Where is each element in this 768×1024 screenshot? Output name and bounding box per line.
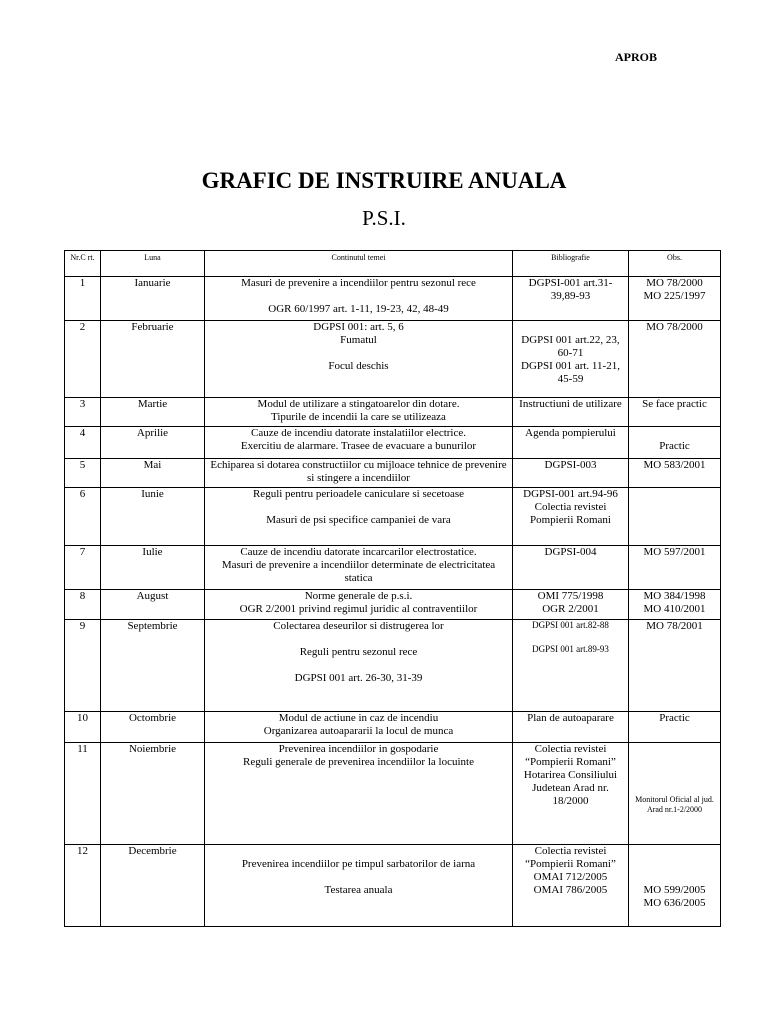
table-row — [65, 459, 721, 488]
bibliography-line: Agenda pompierului — [525, 427, 616, 439]
obs-line: MO 597/2001 — [643, 546, 706, 558]
content-line: Organizarea autoapararii la locul de munca — [263, 725, 454, 737]
content-line: DGPSI 001 art. 26-30, 31-39 — [294, 672, 423, 684]
table-row — [65, 620, 721, 712]
row-content — [205, 743, 513, 845]
row-number: 1 — [65, 277, 101, 321]
row-bibliography — [513, 277, 629, 321]
bibliography-line: OMAI 712/2005 — [533, 871, 608, 883]
content-line: Masuri de psi specifice campaniei de vara — [266, 514, 451, 526]
row-bibliography — [513, 546, 629, 590]
bibliography-line: DGPSI 001 art.22, 23, 60-71 — [521, 334, 620, 359]
content-line: Modul de utilizare a stingatoarelor din dotare. — [257, 398, 460, 410]
row-month: Martie — [101, 398, 205, 427]
table-row — [65, 321, 721, 398]
row-month: Iulie — [101, 546, 205, 590]
row-month: Octombrie — [101, 712, 205, 743]
table-row — [65, 546, 721, 590]
obs-line: Se face practic — [642, 398, 707, 410]
row-obs — [629, 277, 721, 321]
bibliography-line: DGPSI-004 — [544, 546, 597, 558]
row-number: 4 — [65, 427, 101, 459]
column-header-bibliografie: Bibliografie — [513, 251, 629, 277]
row-month: Noiembrie — [101, 743, 205, 845]
content-line: DGPSI 001: art. 5, 6 — [313, 321, 404, 333]
bibliography-line: Colectia revistei “Pompierii Romani” — [525, 743, 616, 768]
row-bibliography — [513, 743, 629, 845]
row-number: 8 — [65, 590, 101, 620]
row-month: Aprilie — [101, 427, 205, 459]
row-number: 7 — [65, 546, 101, 590]
row-content — [205, 845, 513, 927]
row-month: August — [101, 590, 205, 620]
obs-line: MO 384/1998 — [643, 590, 706, 602]
bibliography-line: OGR 2/2001 — [542, 603, 599, 615]
bibliography-line: Colectia revistei “Pompierii Romani” — [525, 845, 616, 870]
row-content — [205, 590, 513, 620]
bibliography-line: DGPSI 001 art. 11-21, 45-59 — [521, 360, 620, 385]
obs-line: MO 636/2005 — [643, 897, 706, 909]
content-line: Prevenirea incendiilor in gospodarie — [278, 743, 439, 755]
row-content — [205, 620, 513, 712]
obs-line: MO 78/2000 — [646, 321, 703, 333]
table-row — [65, 398, 721, 427]
content-line: Prevenirea incendiilor pe timpul sarbatorilor de iarna — [241, 858, 476, 870]
row-month: Decembrie — [101, 845, 205, 927]
row-obs — [629, 427, 721, 459]
row-content — [205, 488, 513, 546]
row-month: Februarie — [101, 321, 205, 398]
row-bibliography — [513, 620, 629, 712]
row-content — [205, 321, 513, 398]
content-line: Reguli pentru perioadele caniculare si secetoase — [252, 488, 465, 500]
bibliography-line: Colectia revistei Pompierii Romani — [530, 501, 611, 526]
row-bibliography — [513, 427, 629, 459]
row-number: 10 — [65, 712, 101, 743]
row-number: 3 — [65, 398, 101, 427]
table-header-row — [65, 251, 721, 277]
content-line: Testarea anuala — [324, 884, 393, 896]
row-obs — [629, 620, 721, 712]
row-content — [205, 398, 513, 427]
bibliography-line: DGPSI-001 art.94-96 — [523, 488, 618, 500]
row-obs — [629, 712, 721, 743]
table-row — [65, 488, 721, 546]
content-line: Cauze de incendiu datorate instalatiilor electrice. — [250, 427, 466, 439]
row-number: 5 — [65, 459, 101, 488]
column-header-continut: Continutul temei — [205, 251, 513, 277]
bibliography-line: DGPSI-003 — [544, 459, 597, 471]
obs-line: MO 583/2001 — [643, 459, 706, 471]
row-month: Iunie — [101, 488, 205, 546]
row-month: Ianuarie — [101, 277, 205, 321]
row-obs — [629, 321, 721, 398]
row-bibliography — [513, 488, 629, 546]
content-line: Modul de actiune in caz de incendiu — [278, 712, 439, 724]
row-content — [205, 712, 513, 743]
column-header-luna: Luna — [101, 251, 205, 277]
table-row — [65, 277, 721, 321]
document-subtitle: P.S.I. — [362, 206, 406, 230]
row-number: 6 — [65, 488, 101, 546]
row-obs — [629, 743, 721, 845]
content-line: Focul deschis — [328, 360, 389, 372]
content-line: Masuri de prevenire a incendiilor pentru sezonul rece — [241, 277, 476, 289]
row-content — [205, 546, 513, 590]
row-bibliography — [513, 459, 629, 488]
content-line: Colectarea deseurilor si distrugerea lor — [273, 620, 444, 632]
content-line: Exercitiu de alarmare. Trasee de evacuare a bunurilor — [240, 440, 477, 452]
row-obs — [629, 546, 721, 590]
bibliography-line: Instructiuni de utilizare — [519, 398, 622, 410]
column-header-obs: Obs. — [629, 251, 721, 277]
row-obs — [629, 398, 721, 427]
content-line: Echiparea si dotarea constructiilor cu mijloace tehnice de prevenire si stingere a incendiilor — [210, 459, 507, 484]
row-obs — [629, 590, 721, 620]
row-number: 12 — [65, 845, 101, 927]
table-row — [65, 590, 721, 620]
row-bibliography — [513, 321, 629, 398]
content-line: Reguli generale de prevenirea incendiilor la locuinte — [243, 756, 474, 768]
content-line: Norme generale de p.s.i. — [304, 590, 413, 602]
row-bibliography — [513, 590, 629, 620]
row-bibliography — [513, 845, 629, 927]
obs-line: MO 78/2000 — [646, 277, 703, 289]
document-title: GRAFIC DE INSTRUIRE ANUALA — [201, 168, 567, 193]
row-content — [205, 277, 513, 321]
approval-label: APROB — [615, 50, 657, 64]
content-line: OGR 2/2001 privind regimul juridic al contraventiilor — [239, 603, 478, 615]
content-line: Reguli pentru sezonul rece — [299, 646, 418, 658]
table-row — [65, 743, 721, 845]
row-obs — [629, 845, 721, 927]
bibliography-line: Hotarirea Consiliului Judetean Arad nr. 18/2000 — [523, 769, 618, 807]
row-month: Mai — [101, 459, 205, 488]
row-content — [205, 459, 513, 488]
row-number: 9 — [65, 620, 101, 712]
bibliography-line: DGPSI 001 art.89-93 — [532, 644, 609, 654]
content-line: Fumatul — [340, 334, 377, 346]
obs-line: Practic — [659, 712, 690, 724]
row-number: 11 — [65, 743, 101, 845]
content-line: Cauze de incendiu datorate incarcarilor electrostatice. — [240, 546, 477, 558]
row-obs — [629, 488, 721, 546]
row-bibliography — [513, 712, 629, 743]
obs-line: Monitorul Oficial al jud. Arad nr.1-2/2000 — [635, 795, 714, 814]
row-number: 2 — [65, 321, 101, 398]
obs-line: MO 599/2005 — [643, 884, 706, 896]
row-content — [205, 427, 513, 459]
column-header-nr: Nr.C rt. — [65, 251, 101, 277]
content-line: OGR 60/1997 art. 1-11, 19-23, 42, 48-49 — [268, 303, 449, 315]
training-schedule-table — [64, 250, 721, 927]
bibliography-line: OMI 775/1998 — [537, 590, 604, 602]
bibliography-line: DGPSI 001 art.82-88 — [532, 620, 609, 630]
content-line: Masuri de prevenire a incendiilor determinate de electricitatea statica — [221, 559, 496, 584]
table-row — [65, 845, 721, 927]
obs-line: Practic — [659, 440, 690, 452]
bibliography-line: DGPSI-001 art.31-39,89-93 — [528, 277, 613, 302]
row-month: Septembrie — [101, 620, 205, 712]
row-bibliography — [513, 398, 629, 427]
content-line: Tipurile de incendii la care se utilizeaza — [271, 411, 446, 423]
table-row — [65, 712, 721, 743]
bibliography-line: OMAI 786/2005 — [533, 884, 608, 896]
obs-line: MO 410/2001 — [643, 603, 706, 615]
table-row — [65, 427, 721, 459]
obs-line: MO 225/1997 — [643, 290, 706, 302]
row-obs — [629, 459, 721, 488]
obs-line: MO 78/2001 — [646, 620, 703, 632]
bibliography-line: Plan de autoaparare — [527, 712, 614, 724]
